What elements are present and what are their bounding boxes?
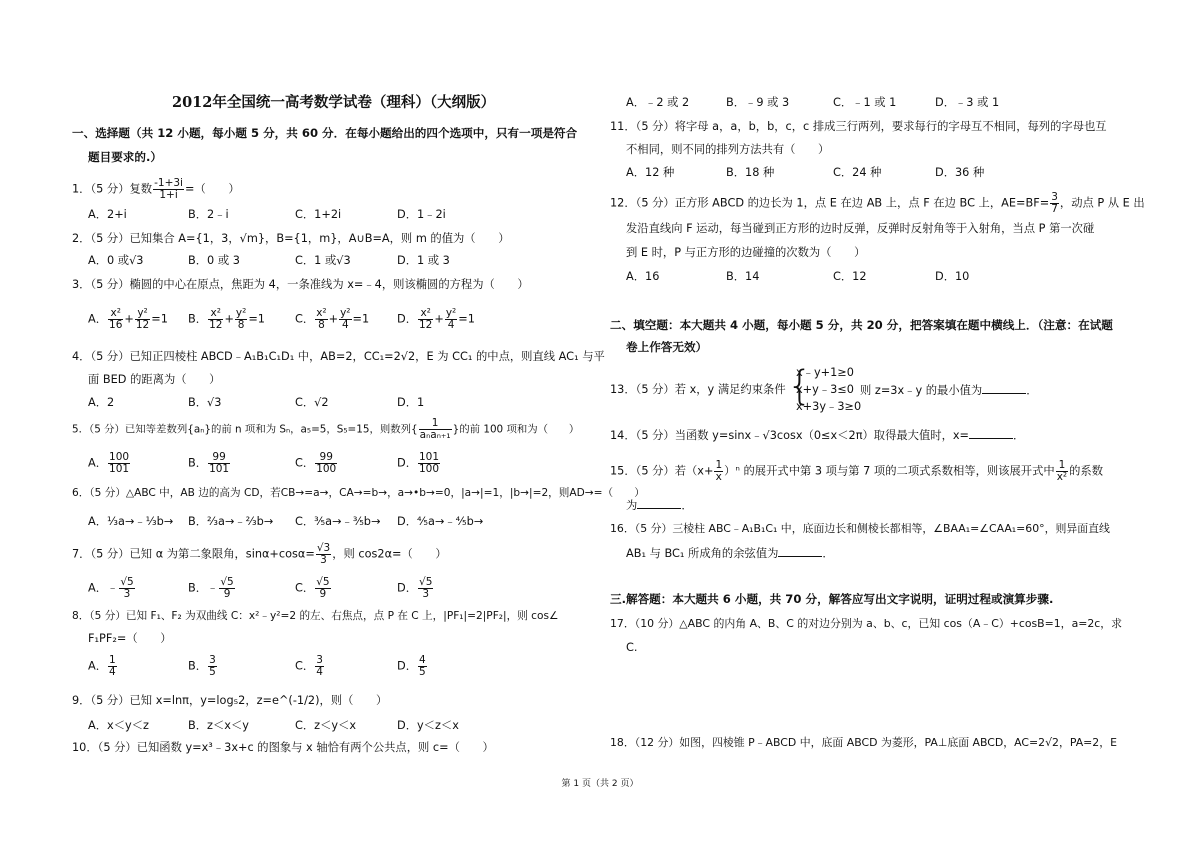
q6-option-b[interactable]: B．⅔a→﹣⅔b→ xyxy=(188,515,274,528)
q7-stem: 7．（5 分）已知 α 为第二象限角，sinα+cosα= $\frac{√3}{3}$ ，则 cos2α=（ ） xyxy=(72,542,447,566)
q3-option-d[interactable]: D． $\frac{\text{x²}}{12}$ + $\frac{\text{y²}}{4}$ =1 xyxy=(397,307,475,331)
q9-option-a[interactable]: A．x＜y＜z xyxy=(88,719,149,732)
q6-option-a[interactable]: A．⅓a→﹣⅓b→ xyxy=(88,515,174,528)
q10-option-a[interactable]: A．﹣2 或 2 xyxy=(626,96,690,109)
q8-stem: 8．（5 分）已知 F₁、F₂ 为双曲线 C：x²﹣y²=2 的左、右焦点，点 P 在 C 上，|PF₁|=2|PF₂|，则 cos∠ xyxy=(72,610,559,622)
q9-stem: 9．（5 分）已知 x=lnπ，y=log₅2，z=e^(-1/2)，则（ ） xyxy=(72,694,388,707)
q16-answer-blank[interactable] xyxy=(778,546,822,557)
q2-option-c[interactable]: C．1 或√3 xyxy=(295,254,351,267)
q5-option-d[interactable]: D． $\frac{101}{100}$ xyxy=(397,451,440,475)
q18-stem: 18．（12 分）如图，四棱锥 P﹣ABCD 中，底面 ABCD 为菱形，PA⊥底面 ABCD，AC=2√2，PA=2，E xyxy=(610,736,1117,749)
q7-option-d[interactable]: D． $\frac{√5}{3}$ xyxy=(397,576,433,600)
q10-option-b[interactable]: B．﹣9 或 3 xyxy=(726,96,790,109)
q2-option-a[interactable]: A．0 或√3 xyxy=(88,254,144,267)
q7-option-c[interactable]: C． $\frac{√5}{9}$ xyxy=(295,576,330,600)
q12-stem-cont: 发沿直线向 F 运动，每当碰到正方形的边时反弹，反弹时反射角等于入射角，当点 P 第一次碰 xyxy=(626,222,1095,235)
q8-option-a[interactable]: A． $\frac{1}{4}$ xyxy=(88,654,116,678)
q13-constraint-3: x+3y﹣3≥0 xyxy=(796,400,862,413)
q13-brace: { xyxy=(787,363,813,409)
q8-option-b[interactable]: B． $\frac{3}{5}$ xyxy=(188,654,216,678)
q12-option-a[interactable]: A．16 xyxy=(626,270,660,283)
q4-option-c[interactable]: C．√2 xyxy=(295,396,329,409)
q12-option-b[interactable]: B．14 xyxy=(726,270,760,283)
q10-option-c[interactable]: C．﹣1 或 1 xyxy=(833,96,897,109)
q1-option-b[interactable]: B．2﹣i xyxy=(188,208,229,221)
q15-answer-blank[interactable] xyxy=(637,498,681,509)
section2-heading: 二、填空题：本大题共 4 小题，每小题 5 分，共 20 分，把答案填在题中横线上．（注意：在试题 xyxy=(610,318,1113,332)
q15-stem-cont: 为 ． xyxy=(626,499,693,512)
q12-stem: 12．（5 分）正方形 ABCD 的边长为 1，点 E 在边 AB 上，点 F 在边 BC 上，AE=BF= $\frac{3}{7}$ ，动点 P 从 E 出 xyxy=(610,191,1145,215)
q4-option-b[interactable]: B．√3 xyxy=(188,396,222,409)
q7-option-b[interactable]: B．﹣ $\frac{√5}{9}$ xyxy=(188,576,234,600)
q7-option-a[interactable]: A．﹣ $\frac{√5}{3}$ xyxy=(88,576,134,600)
q13-answer-blank[interactable] xyxy=(982,383,1026,394)
q5-option-c[interactable]: C． $\frac{99}{100}$ xyxy=(295,451,337,475)
q4-stem: 4．（5 分）已知正四棱柱 ABCD﹣A₁B₁C₁D₁ 中，AB=2，CC₁=2√2，E 为 CC₁ 的中点，则直线 AC₁ 与平 xyxy=(72,350,605,363)
q11-stem-cont: 不相同，则不同的排列方法共有（ ） xyxy=(626,143,830,156)
q16-stem-cont: AB₁ 与 BC₁ 所成角的余弦值为 ． xyxy=(626,547,834,560)
q8-option-d[interactable]: D． $\frac{4}{5}$ xyxy=(397,654,426,678)
q14-stem: 14．（5 分）当函数 y=sinx﹣√3cosx（0≤x＜2π）取得最大值时，x= ． xyxy=(610,429,1025,442)
q3-option-a[interactable]: A． $\frac{\text{x²}}{16}$ + $\frac{\text{y²}}{12}$ =1 xyxy=(88,307,168,331)
q11-option-c[interactable]: C．24 种 xyxy=(833,166,882,179)
q9-option-b[interactable]: B．z＜x＜y xyxy=(188,719,249,732)
q6-stem: 6．（5 分）△ABC 中，AB 边的高为 CD，若CB→=a→，CA→=b→，a→•b→=0，|a→|=1，|b→|=2，则AD→=（ ） xyxy=(72,487,645,499)
page-title: 2012年全国统一高考数学试卷（理科）（大纲版） xyxy=(172,94,496,111)
q9-option-d[interactable]: D．y＜z＜x xyxy=(397,719,459,732)
section2-heading-cont: 卷上作答无效） xyxy=(626,340,708,354)
section1-heading-cont: 题目要求的.） xyxy=(88,150,162,164)
section3-heading: 三.解答题：本大题共 6 小题，共 70 分，解答应写出文字说明，证明过程或演算步骤. xyxy=(610,592,1054,606)
q13-stem: 13．（5 分）若 x，y 满足约束条件 { x﹣y+1≥0 x+y﹣3≤0 x+3y﹣3≥0 则 z=3x﹣y 的最小值为 ． xyxy=(610,363,1038,413)
q2-stem: 2．（5 分）已知集合 A={1，3，√m}，B={1，m}，A∪B=A，则 m 的值为（ ） xyxy=(72,232,510,245)
q11-option-d[interactable]: D．36 种 xyxy=(935,166,985,179)
section1-heading: 一、选择题（共 12 小题，每小题 5 分，共 60 分．在每小题给出的四个选项中，只有一项是符合 xyxy=(72,126,578,140)
q6-option-c[interactable]: C．⅗a→﹣⅗b→ xyxy=(295,515,381,528)
q5-option-b[interactable]: B． $\frac{99}{101}$ xyxy=(188,451,230,475)
q10-option-d[interactable]: D．﹣3 或 1 xyxy=(935,96,1000,109)
q2-option-b[interactable]: B．0 或 3 xyxy=(188,254,240,267)
q4-option-d[interactable]: D．1 xyxy=(397,396,425,409)
q1-fraction: $\frac{-1+3i}{1+i}$ xyxy=(154,177,183,201)
q5-stem: 5．（5 分）已知等差数列{aₙ}的前 n 项和为 Sₙ，a₅=5，S₅=15，则数列{ 1 aₙaₙ₊₁ }的前 100 项和为（ ） xyxy=(72,417,580,441)
q17-stem: 17．（10 分）△ABC 的内角 A、B、C 的对边分别为 a、b、c，已知 cos（A﹣C）+cosB=1，a=2c，求 xyxy=(610,617,1123,630)
q1-stem: 1．（5 分）复数 $\frac{-1+3i}{1+i}$ =（ ） xyxy=(72,177,240,201)
q5-option-a[interactable]: A． $\frac{100}{101}$ xyxy=(88,451,130,475)
q11-option-a[interactable]: A．12 种 xyxy=(626,166,675,179)
q9-option-c[interactable]: C．z＜y＜x xyxy=(295,719,357,732)
q16-stem: 16．（5 分）三棱柱 ABC﹣A₁B₁C₁ 中，底面边长和侧棱长都相等，∠BAA₁=∠CAA₁=60°，则异面直线 xyxy=(610,522,1110,535)
q3-option-b[interactable]: B． $\frac{\text{x²}}{12}$ + $\frac{\text{y²}}{8}$ =1 xyxy=(188,307,265,331)
q6-option-d[interactable]: D．⅘a→﹣⅘b→ xyxy=(397,515,484,528)
q13-constraint-1: x﹣y+1≥0 xyxy=(796,366,854,379)
q8-option-c[interactable]: C． $\frac{3}{4}$ xyxy=(295,654,323,678)
q8-stem-cont: F₁PF₂=（ ） xyxy=(88,632,172,645)
q12-option-c[interactable]: C．12 xyxy=(833,270,867,283)
q1-option-c[interactable]: C．1+2i xyxy=(295,208,342,221)
q3-stem: 3．（5 分）椭圆的中心在原点，焦距为 4，一条准线为 x=﹣4，则该椭圆的方程为（ ） xyxy=(72,278,529,291)
q15-stem: 15．（5 分）若（x+ $\frac{1}{x}$ ）ⁿ 的展开式中第 3 项与第 7 项的二项式系数相等，则该展开式中 $\frac{1}{\text{x²}}$ 的系数 xyxy=(610,459,1104,483)
q17-stem-cont: C. xyxy=(626,641,638,654)
q1-text: 1．（5 分）复数 xyxy=(72,182,153,196)
q4-stem-cont: 面 BED 的距离为（ ） xyxy=(88,373,221,386)
q12-stem-cont2: 到 E 时，P 与正方形的边碰撞的次数为（ ） xyxy=(626,246,866,259)
q1-option-d[interactable]: D．1﹣2i xyxy=(397,208,446,221)
q10-stem: 10．（5 分）已知函数 y=x³﹣3x+c 的图象与 x 轴恰有两个公共点，则 c=（ ） xyxy=(72,741,494,754)
page-footer: 第 1 页（共 2 页） xyxy=(561,779,639,789)
q12-option-d[interactable]: D．10 xyxy=(935,270,970,283)
q11-stem: 11．（5 分）将字母 a，a，b，b，c，c 排成三行两列，要求每行的字母互不相同，每列的字母也互 xyxy=(610,120,1107,133)
q13-constraint-2: x+y﹣3≤0 xyxy=(796,383,854,396)
q4-option-a[interactable]: A．2 xyxy=(88,396,115,409)
q1-option-a[interactable]: A．2+i xyxy=(88,208,127,221)
q3-option-c[interactable]: C． $\frac{\text{x²}}{8}$ + $\frac{\text{y²}}{4}$ =1 xyxy=(295,307,370,331)
q14-answer-blank[interactable] xyxy=(969,428,1013,439)
q2-option-d[interactable]: D．1 或 3 xyxy=(397,254,450,267)
q11-option-b[interactable]: B．18 种 xyxy=(726,166,775,179)
